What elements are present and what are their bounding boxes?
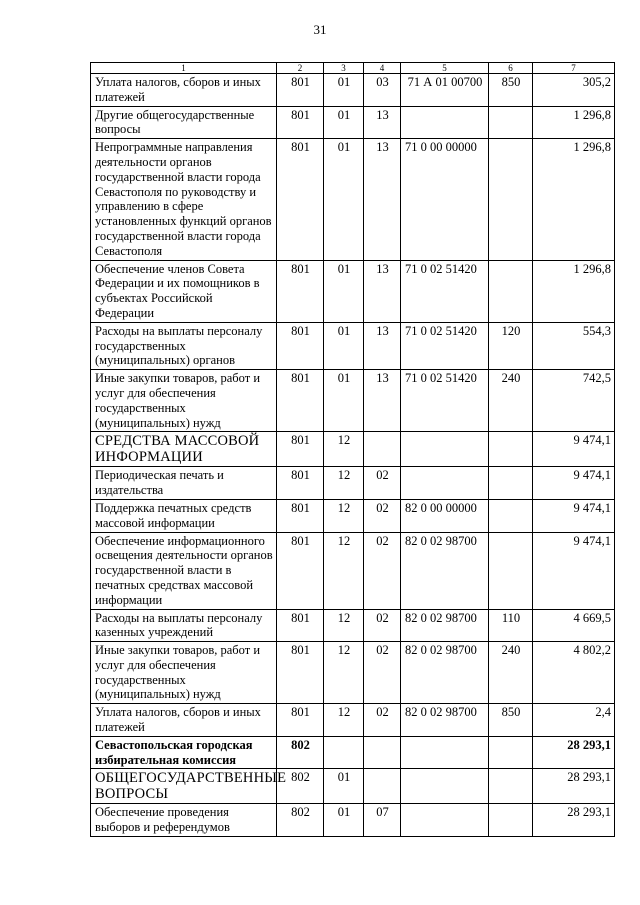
row-code-3: 12 [324, 532, 364, 609]
row-name: Севастопольская городская избирательная комиссия [91, 736, 277, 769]
row-name: ОБЩЕГОСУДАРСТВЕННЫЕ ВОПРОСЫ [91, 769, 277, 804]
row-expense-type [489, 804, 533, 837]
row-code-4 [364, 769, 401, 804]
row-amount: 9 474,1 [533, 499, 615, 532]
row-amount: 4 669,5 [533, 609, 615, 642]
row-code-3: 01 [324, 106, 364, 139]
row-code-2: 801 [277, 260, 324, 322]
row-amount: 28 293,1 [533, 804, 615, 837]
row-amount: 2,4 [533, 704, 615, 737]
row-target-code: 82 0 02 98700 [401, 609, 489, 642]
row-amount: 28 293,1 [533, 736, 615, 769]
row-name: Уплата налогов, сборов и иных платежей [91, 704, 277, 737]
row-amount: 9 474,1 [533, 432, 615, 467]
row-code-4: 02 [364, 609, 401, 642]
row-target-code: 71 0 02 51420 [401, 370, 489, 432]
row-target-code: 82 0 02 98700 [401, 532, 489, 609]
table-row [91, 769, 615, 804]
row-expense-type: 850 [489, 74, 533, 107]
row-code-2: 801 [277, 499, 324, 532]
row-amount: 1 296,8 [533, 139, 615, 260]
row-code-4 [364, 736, 401, 769]
column-header-6: 6 [489, 63, 533, 74]
column-header-5: 5 [401, 63, 489, 74]
row-code-4: 13 [364, 139, 401, 260]
table-row [91, 499, 615, 532]
row-code-3 [324, 736, 364, 769]
row-name: Периодическая печать и издательства [91, 467, 277, 500]
row-code-2: 801 [277, 467, 324, 500]
row-amount: 554,3 [533, 322, 615, 369]
row-expense-type: 850 [489, 704, 533, 737]
row-amount: 1 296,8 [533, 260, 615, 322]
row-amount: 28 293,1 [533, 769, 615, 804]
row-expense-type [489, 769, 533, 804]
row-code-2: 801 [277, 322, 324, 369]
row-name: Иные закупки товаров, работ и услуг для обеспечения государственных (муниципальных) нужд [91, 642, 277, 704]
row-expense-type [489, 106, 533, 139]
row-code-3: 01 [324, 74, 364, 107]
row-code-4: 02 [364, 704, 401, 737]
row-code-4 [364, 432, 401, 467]
row-amount: 9 474,1 [533, 467, 615, 500]
row-expense-type [489, 432, 533, 467]
row-expense-type: 110 [489, 609, 533, 642]
row-code-2: 802 [277, 736, 324, 769]
row-code-4: 03 [364, 74, 401, 107]
row-code-3: 01 [324, 769, 364, 804]
table-row [91, 467, 615, 500]
row-target-code [401, 106, 489, 139]
page-number: 31 [313, 22, 327, 37]
row-code-2: 801 [277, 432, 324, 467]
row-code-2: 801 [277, 704, 324, 737]
row-code-3: 01 [324, 370, 364, 432]
table-row [91, 106, 615, 139]
row-code-2: 801 [277, 609, 324, 642]
row-expense-type: 240 [489, 370, 533, 432]
row-target-code: 71 0 00 00000 [401, 139, 489, 260]
table-row [91, 74, 615, 107]
row-target-code: 71 А 01 00700 [401, 74, 489, 107]
row-target-code: 82 0 02 98700 [401, 704, 489, 737]
row-code-4: 13 [364, 322, 401, 369]
column-header-1: 1 [91, 63, 277, 74]
row-code-4: 02 [364, 642, 401, 704]
row-code-3: 01 [324, 260, 364, 322]
row-code-3: 01 [324, 804, 364, 837]
row-target-code: 82 0 00 00000 [401, 499, 489, 532]
row-code-2: 801 [277, 106, 324, 139]
row-code-2: 802 [277, 804, 324, 837]
row-expense-type [489, 736, 533, 769]
row-expense-type [489, 139, 533, 260]
table-row [91, 804, 615, 837]
column-header-2: 2 [277, 63, 324, 74]
table-row [91, 139, 615, 260]
row-expense-type [489, 260, 533, 322]
row-expense-type [489, 499, 533, 532]
row-code-2: 802 [277, 769, 324, 804]
row-target-code [401, 432, 489, 467]
row-amount: 742,5 [533, 370, 615, 432]
row-amount: 4 802,2 [533, 642, 615, 704]
table-header-row [91, 63, 615, 74]
row-name: Иные закупки товаров, работ и услуг для обеспечения государственных (муниципальных) нужд [91, 370, 277, 432]
row-expense-type: 120 [489, 322, 533, 369]
row-name: Уплата налогов, сборов и иных платежей [91, 74, 277, 107]
row-code-2: 801 [277, 532, 324, 609]
row-target-code [401, 736, 489, 769]
row-target-code: 82 0 02 98700 [401, 642, 489, 704]
row-name: Обеспечение информационного освещения деятельности органов государственной власти в печатных средствах массовой информации [91, 532, 277, 609]
row-name: СРЕДСТВА МАССОВОЙ ИНФОРМАЦИИ [91, 432, 277, 467]
row-code-3: 12 [324, 642, 364, 704]
row-name: Другие общегосударственные вопросы [91, 106, 277, 139]
row-name: Поддержка печатных средств массовой информации [91, 499, 277, 532]
row-target-code [401, 467, 489, 500]
table-row [91, 642, 615, 704]
table-row [91, 704, 615, 737]
table-row [91, 532, 615, 609]
row-code-3: 12 [324, 432, 364, 467]
column-header-4: 4 [364, 63, 401, 74]
row-name: Непрограммные направления деятельности органов государственной власти города Севастополя по руководству и управлению в сфере установленных функций органов государственной власти города Севастополя [91, 139, 277, 260]
row-code-3: 12 [324, 467, 364, 500]
row-amount: 305,2 [533, 74, 615, 107]
row-amount: 1 296,8 [533, 106, 615, 139]
row-code-3: 01 [324, 139, 364, 260]
row-code-3: 01 [324, 322, 364, 369]
row-code-4: 07 [364, 804, 401, 837]
row-code-3: 12 [324, 704, 364, 737]
table-row [91, 432, 615, 467]
row-name: Обеспечение членов Совета Федерации и их помощников в субъектах Российской Федерации [91, 260, 277, 322]
row-name: Обеспечение проведения выборов и референдумов [91, 804, 277, 837]
table-row [91, 736, 615, 769]
row-name: Расходы на выплаты персоналу казенных учреждений [91, 609, 277, 642]
table-row [91, 609, 615, 642]
row-code-4: 13 [364, 260, 401, 322]
table-row [91, 322, 615, 369]
row-code-2: 801 [277, 642, 324, 704]
row-expense-type: 240 [489, 642, 533, 704]
row-code-2: 801 [277, 139, 324, 260]
row-code-4: 02 [364, 532, 401, 609]
row-code-2: 801 [277, 74, 324, 107]
row-target-code: 71 0 02 51420 [401, 260, 489, 322]
row-amount: 9 474,1 [533, 532, 615, 609]
row-code-4: 02 [364, 467, 401, 500]
table-row [91, 260, 615, 322]
row-code-4: 13 [364, 106, 401, 139]
row-expense-type [489, 532, 533, 609]
row-expense-type [489, 467, 533, 500]
budget-table [90, 62, 615, 837]
row-target-code [401, 769, 489, 804]
row-code-4: 02 [364, 499, 401, 532]
row-code-2: 801 [277, 370, 324, 432]
row-target-code: 71 0 02 51420 [401, 322, 489, 369]
row-code-4: 13 [364, 370, 401, 432]
row-target-code [401, 804, 489, 837]
row-code-3: 12 [324, 499, 364, 532]
row-name: Расходы на выплаты персоналу государственных (муниципальных) органов [91, 322, 277, 369]
column-header-7: 7 [533, 63, 615, 74]
column-header-3: 3 [324, 63, 364, 74]
table-row [91, 370, 615, 432]
row-code-3: 12 [324, 609, 364, 642]
